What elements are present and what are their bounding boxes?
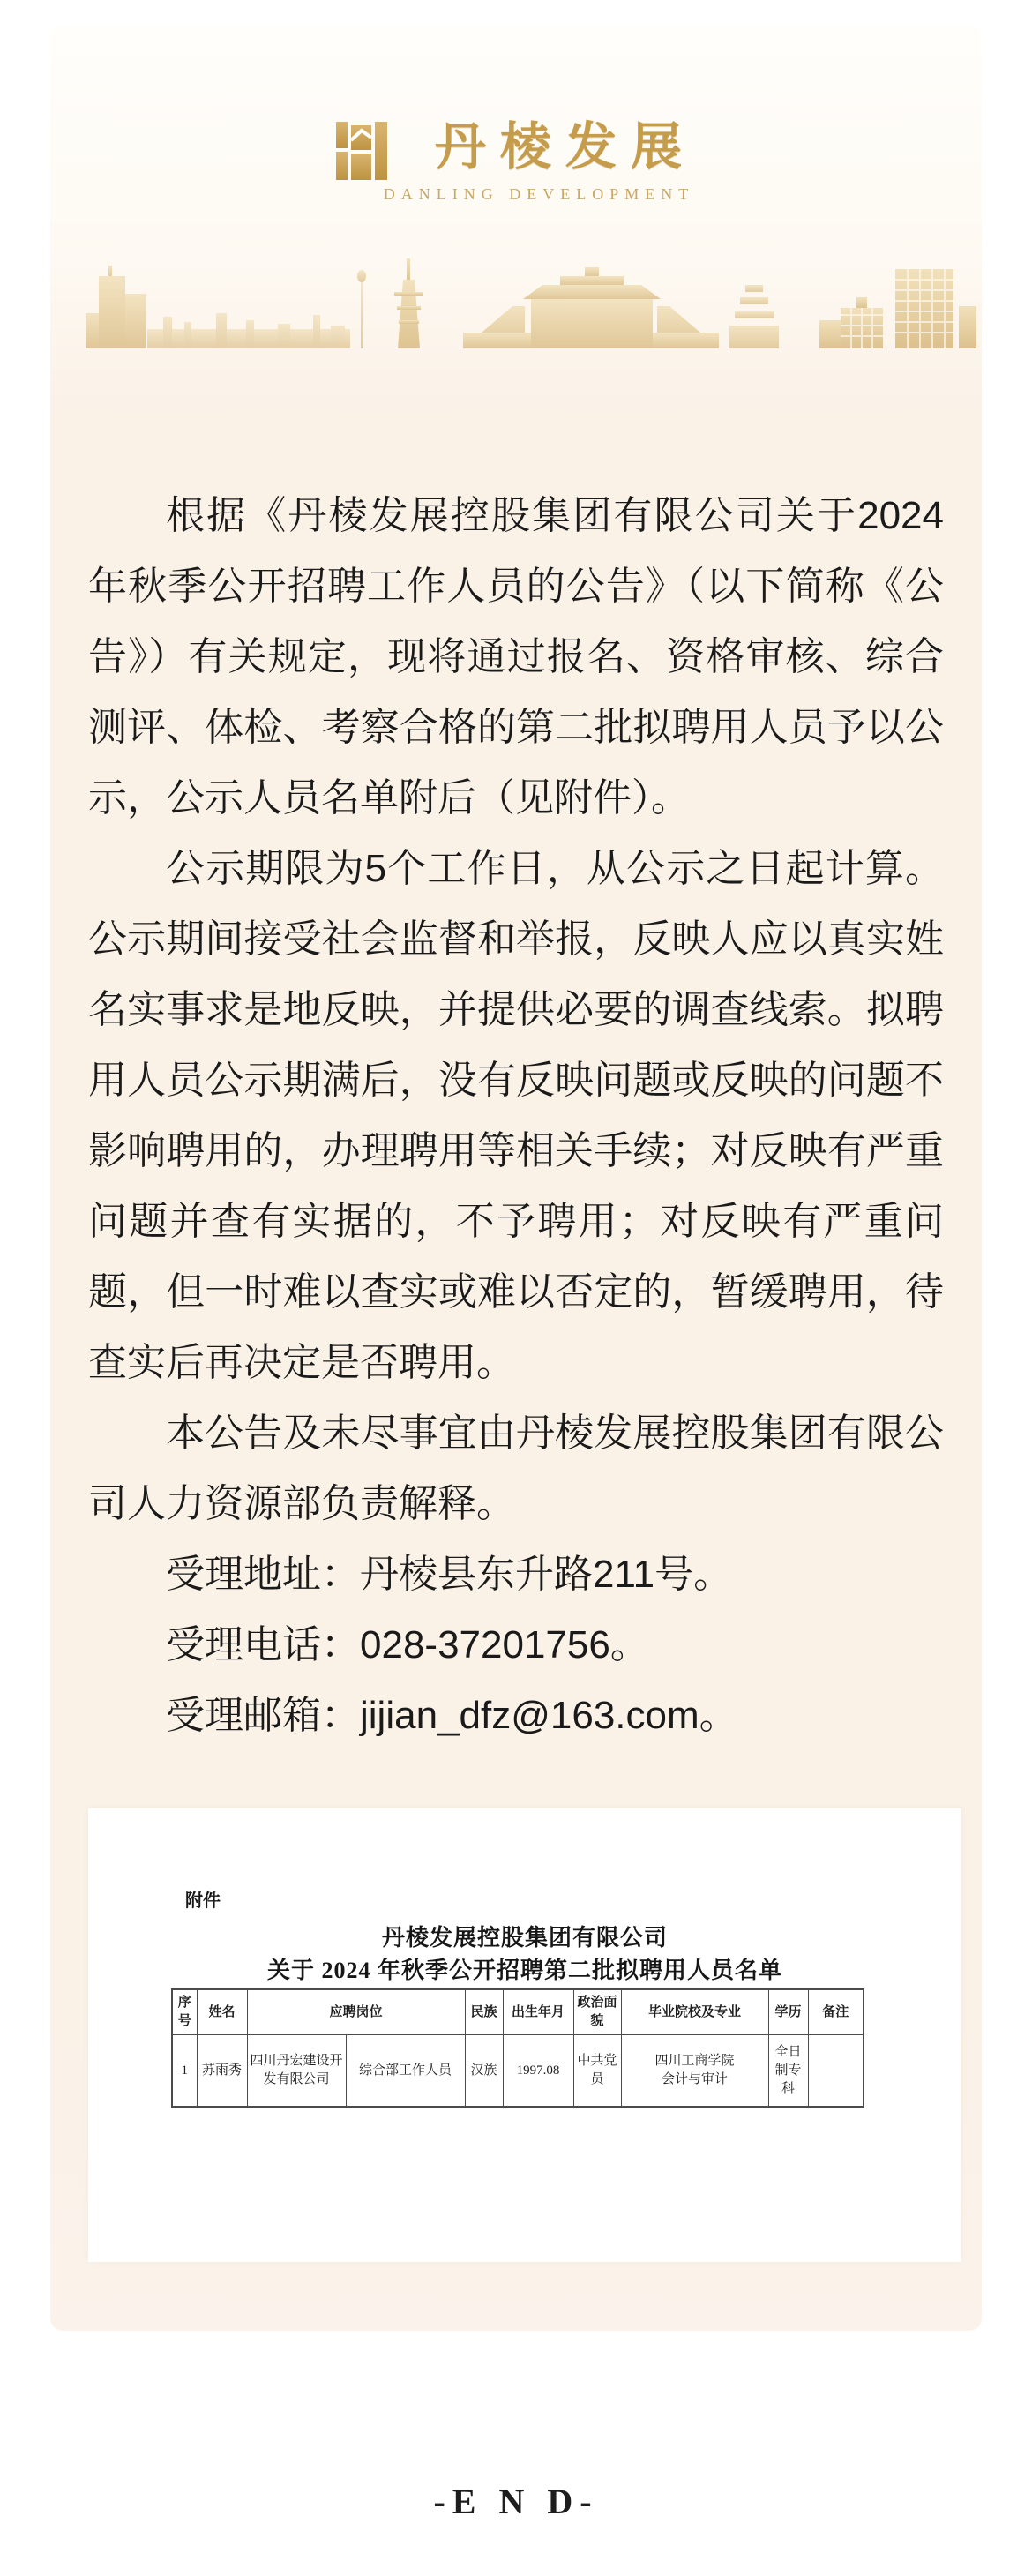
cell-school — [621, 2035, 768, 2108]
header-school: 毕业院校及专业 — [621, 1989, 768, 2035]
logo-text: 丹棱发展 — [434, 118, 696, 176]
end-marker: -E N D- — [433, 2482, 599, 2521]
header-ethnicity: 民族 — [465, 1989, 503, 2035]
contact-address-line: 受理地址：丹棱县东升路211号。 — [166, 1553, 733, 1596]
skyline-silhouette-icon — [50, 244, 982, 348]
cell-index: 1 — [172, 2035, 197, 2108]
cell-name: 苏雨秀 — [197, 2035, 247, 2108]
cell-degree: 全日制专科 — [768, 2035, 808, 2108]
header-political: 政治面貌 — [573, 1989, 621, 2035]
header-name: 姓名 — [197, 1989, 247, 2035]
attachment-label: 附件 — [185, 1891, 221, 1911]
cell-school-line2: 会计与审计 — [662, 2072, 729, 2086]
danling-logo-icon — [336, 122, 387, 180]
cell-political: 中共党员 — [573, 2035, 621, 2108]
logo-subtitle: DANLING DEVELOPMENT — [383, 185, 695, 203]
header-note: 备注 — [808, 1989, 864, 2035]
paragraph-3: 本公告及未尽事宜由丹棱发展控股集团有限公司人力资源部负责解释。 — [88, 1412, 944, 1525]
cell-school-line1: 四川工商学院 — [654, 2054, 735, 2068]
paragraph-1: 根据《丹棱发展控股集团有限公司关于2024年秋季公开招聘工作人员的公告》（以下简称《公告》）有关规定，现将通过报名、资格审核、综合测评、体检、考察合格的第二批拟聘用人员予以公示，公示人员名单附后（见附件）。 — [88, 494, 944, 820]
announcement-body — [88, 481, 944, 1751]
table-header-row — [172, 1989, 864, 2035]
cell-position: 综合部工作人员 — [346, 2035, 465, 2108]
attachment-title-line1: 丹棱发展控股集团有限公司 — [381, 1925, 668, 1951]
cell-note — [808, 2035, 864, 2108]
personnel-table — [171, 1988, 864, 2108]
contact-email-line: 受理邮箱：jijian_dfz@163.com。 — [166, 1694, 738, 1737]
content-card — [50, 26, 982, 2331]
header-position: 应聘岗位 — [247, 1989, 465, 2035]
attachment-card — [88, 1808, 961, 2262]
brand-header — [50, 26, 982, 348]
cell-ethnicity: 汉族 — [465, 2035, 503, 2108]
cell-birth: 1997.08 — [503, 2035, 573, 2108]
attachment-title-line2: 关于 2024 年秋季公开招聘第二批拟聘用人员名单 — [266, 1958, 782, 1983]
header-degree: 学历 — [768, 1989, 808, 2035]
header-index: 序号 — [172, 1989, 197, 2035]
logo-group — [50, 120, 982, 180]
header-birth: 出生年月 — [503, 1989, 573, 2035]
contact-phone-line: 受理电话：028-37201756。 — [166, 1623, 649, 1666]
cell-company: 四川丹宏建设开发有限公司 — [247, 2035, 346, 2108]
table-row — [172, 2035, 864, 2108]
paragraph-2: 公示期限为5个工作日，从公示之日起计算。公示期间接受社会监督和举报，反映人应以真实姓名实事求是地反映，并提供必要的调查线索。拟聘用人员公示期满后，没有反映问题或反映的问题不影响聘用的，办理聘用等相关手续；对反映有严重问题并查有实据的，不予聘用；对反映有严重问题，但一时难以查实或难以否定的，暂缓聘用，待查实后再决定是否聘用。 — [88, 847, 944, 1384]
